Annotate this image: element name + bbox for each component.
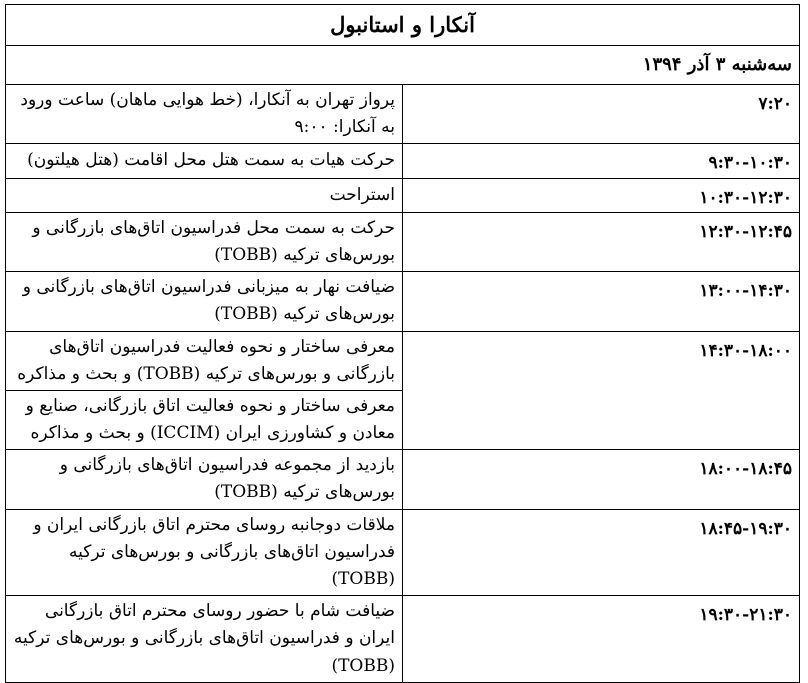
schedule-description: ملاقات دوجانبه روسای محترم اتاق بازرگانی ایران و فدراسیون اتاق‌های بازرگانی و بورس‌های ترکیه (TOBB): [6, 509, 403, 596]
date-heading: سه‌شنبه ۳ آذر ۱۳۹۴: [6, 46, 800, 85]
schedule-description: ضیافت شام با حضور روسای محترم اتاق بازرگانی ایران و فدراسیون اتاق‌های بازرگانی و بورس‌های ترکیه (TOBB): [6, 596, 403, 683]
schedule-description: استراحت: [6, 178, 403, 212]
schedule-time: ۱۹:۳۰-۲۱:۳۰: [403, 596, 800, 683]
schedule-time: ۱۸:۰۰-۱۸:۴۵: [403, 450, 800, 509]
schedule-row: [6, 596, 800, 683]
schedule-row: [6, 212, 800, 271]
schedule-time: ۱۲:۳۰-۱۲:۴۵: [403, 212, 800, 271]
title-row: [6, 5, 800, 46]
schedule-time: ۹:۳۰-۱۰:۳۰: [403, 144, 800, 178]
schedule-row: [6, 450, 800, 509]
schedule-table: [5, 4, 800, 683]
page-title: آنکارا و استانبول: [6, 5, 800, 46]
schedule-description: حرکت به سمت محل فدراسیون اتاق‌های بازرگانی و بورس‌های ترکیه (TOBB): [6, 212, 403, 271]
schedule-description: معرفی ساختار و نحوه فعالیت فدراسیون اتاق‌های بازرگانی و بورس‌های ترکیه (TOBB) و بحث و مذاکره: [6, 331, 403, 390]
schedule-row: [6, 331, 800, 390]
schedule-time: ۱۰:۳۰-۱۲:۳۰: [403, 178, 800, 212]
schedule-time: ۱۳:۰۰-۱۴:۳۰: [403, 272, 800, 331]
schedule-table-body: [6, 5, 800, 683]
schedule-description: ضیافت نهار به میزبانی فدراسیون اتاق‌های بازرگانی و بورس‌های ترکیه (TOBB): [6, 272, 403, 331]
schedule-time: ۱۸:۴۵-۱۹:۳۰: [403, 509, 800, 596]
schedule-description: پرواز تهران به آنکارا، (خط هوایی ماهان) ساعت ورود به آنکارا: ۹:۰۰: [6, 85, 403, 144]
schedule-row: [6, 509, 800, 596]
schedule-description: بازدید از مجموعه فدراسیون اتاق‌های بازرگانی و بورس‌های ترکیه (TOBB): [6, 450, 403, 509]
schedule-description: معرفی ساختار و نحوه فعالیت اتاق بازرگانی، صنایع و معادن و کشاورزی ایران (ICCIM) و بحث و مذاکره: [6, 390, 403, 449]
date-row: [6, 46, 800, 85]
schedule-row: [6, 178, 800, 212]
schedule-description: حرکت هیات به سمت هتل محل اقامت (هتل هیلتون): [6, 144, 403, 178]
schedule-row: [6, 144, 800, 178]
schedule-row: [6, 85, 800, 144]
schedule-time: ۷:۲۰: [403, 85, 800, 144]
schedule-row: [6, 272, 800, 331]
schedule-time: ۱۴:۳۰-۱۸:۰۰: [403, 331, 800, 450]
